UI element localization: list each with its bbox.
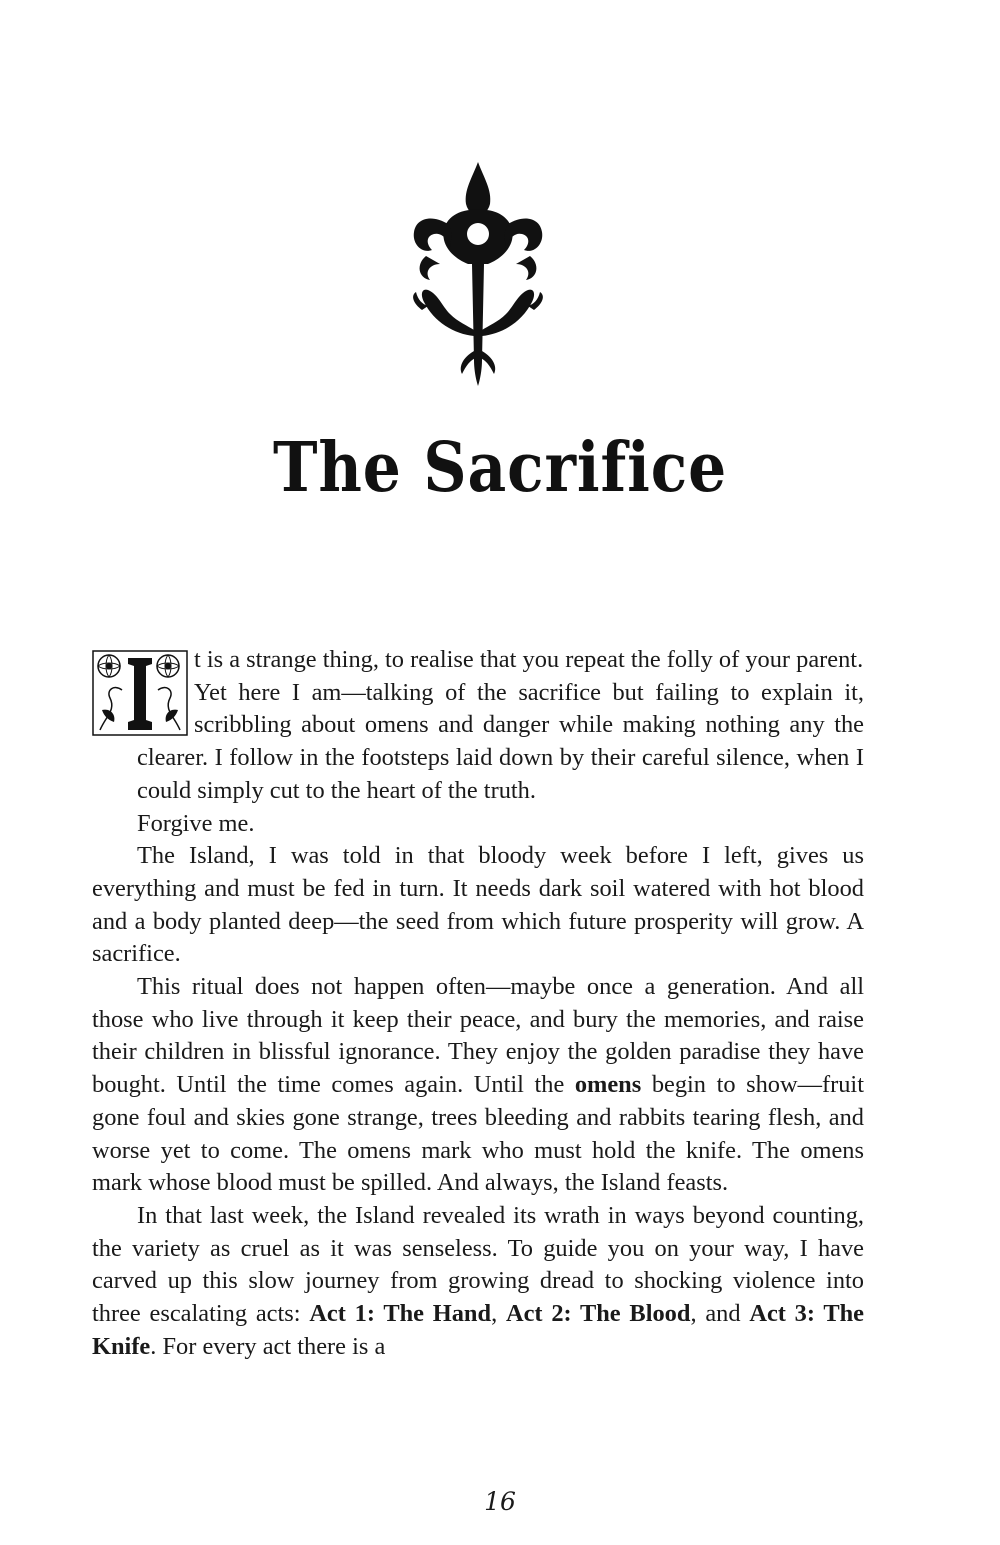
paragraph-5-separator-2: , and [690,1300,750,1328]
omens-term: omens [574,1071,642,1099]
paragraph-2: Forgive me. [137,809,255,837]
paragraph-4-text-a: This ritual does not happen often—maybe once a generation. And all those who live through it keep their peace, and bury the memories, and raise their children in blissful ignorance. They enjoy the golden paradise they have bought. Until the time comes again. Until the [92,973,864,1099]
body-text [92,644,864,1363]
act-3-title: Act 3: The Knife [92,1300,864,1360]
fleur-de-lis-icon [408,160,548,388]
paragraph-4 [92,971,864,1200]
paragraph-5 [92,1200,864,1364]
paragraph-3: The Island, I was told in that bloody week before I left, gives us everything and must be fed in turn. It needs dark soil watered with hot blood and a body planted deep—the seed from which future prosperity will grow. A sacrifice. [92,842,864,968]
paragraph-1 [92,644,864,808]
act-2-title: Act 2: The Blood [505,1300,691,1328]
paragraph-5-text-b: . For every act there is a [150,1332,386,1360]
paragraph-4-text-b: begin to show—fruit gone foul and skies gone strange, trees bleeding and rabbits tearing flesh, and worse yet to come. The omens mark who must hold the knife. The omens mark whose blood must be spilled. And always, the Island feasts. [92,1071,864,1197]
illuminated-initial-icon [92,650,188,736]
paragraph-1-text: t is a strange thing, to realise that you repeat the folly of your parent. [194,646,864,673]
paragraph-5-text-a: In that last week, the Island revealed its wrath in ways beyond counting, the variety as cruel as it was senseless. To guide you on your way, I have carved up this slow journey from growing dread to shocking violence into three escalating acts: [92,1201,864,1328]
paragraph-5-separator-1: , [491,1300,506,1328]
chapter-title: The Sacrifice [272,428,728,508]
paragraph-1-continuation: Yet here I am—talking of the sacrifice but failing to explain it, scribbling about omens and danger while making nothing any the clearer. I follow in the footsteps laid down by their careful silence, when I could simply cut to the heart of the truth. [137,678,864,804]
act-1-title: Act 1: The Hand [309,1300,492,1328]
page-number: 16 [484,1487,516,1516]
